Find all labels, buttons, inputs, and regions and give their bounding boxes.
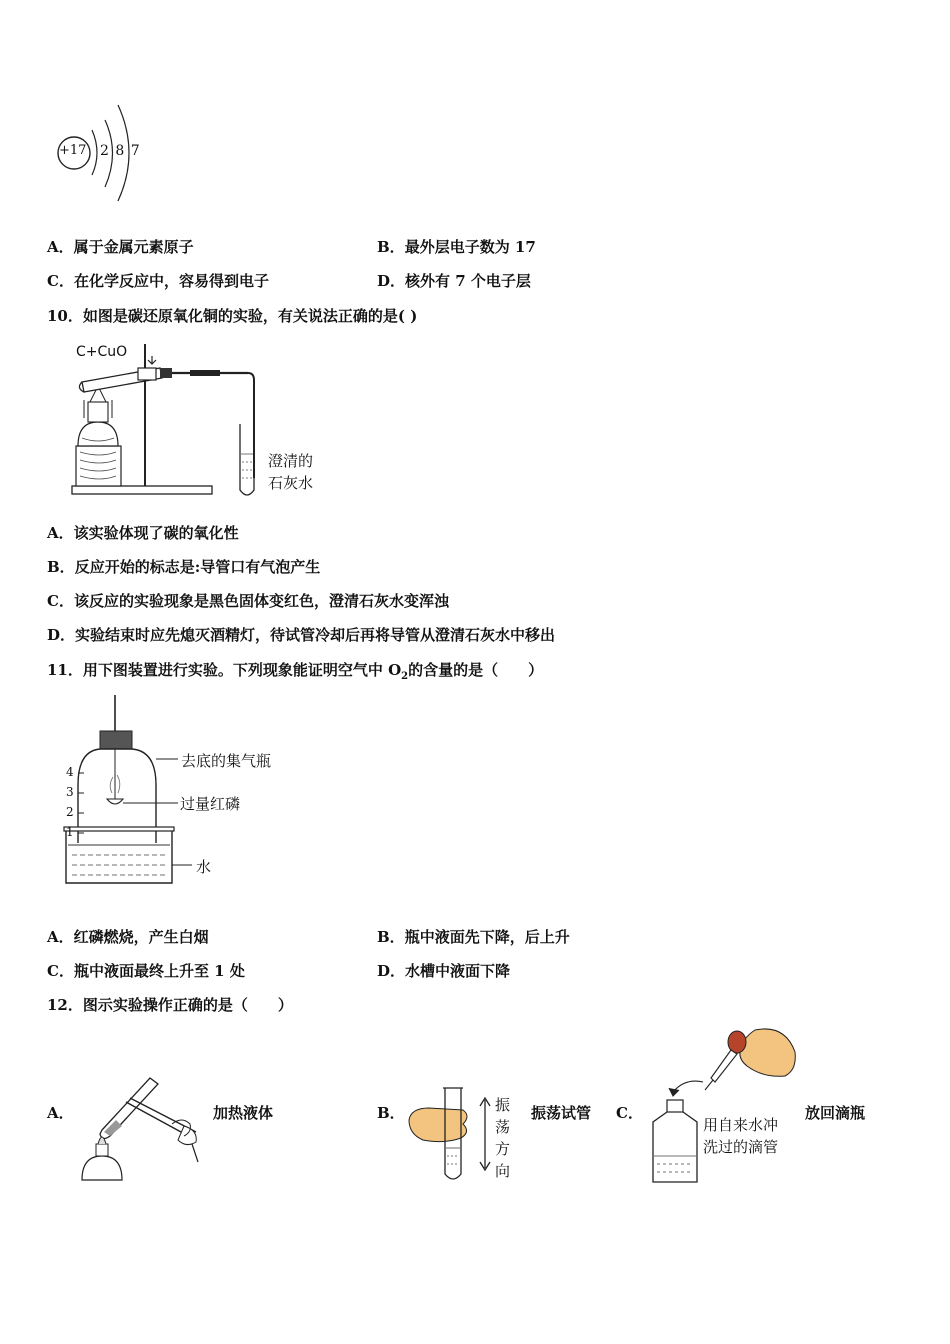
q10-option-b xyxy=(47,556,320,577)
option-letter: D． xyxy=(47,626,76,644)
option-text: 最外层电子数为 17 xyxy=(404,238,536,256)
option-letter: C． xyxy=(47,592,74,610)
q10-option-c xyxy=(47,590,449,611)
option-text: 瓶中液面先下降，后上升 xyxy=(404,928,570,946)
scale-mark-1: 1 xyxy=(66,825,74,839)
scale-mark-3: 3 xyxy=(66,785,74,799)
q10-option-a xyxy=(47,522,239,543)
nucleus-charge: +17 xyxy=(59,143,87,158)
q11-stem-suffix: 的含量的是（ ） xyxy=(408,661,544,679)
arrow-label-3: 方 xyxy=(495,1140,511,1158)
option-text: 该实验体现了碳的氧化性 xyxy=(73,524,239,542)
q12-option-b-letter: B． xyxy=(377,1104,405,1122)
electron-shells: 2 8 7 xyxy=(100,143,141,159)
q12-stem: 12．图示实验操作正确的是（ ） xyxy=(47,996,293,1014)
q12-option-c-caption: 放回滴瓶 xyxy=(805,1104,866,1122)
q11-option-b xyxy=(377,926,570,947)
option-letter: C． xyxy=(47,962,74,980)
option-text: 属于金属元素原子 xyxy=(73,238,194,256)
option-letter: C． xyxy=(47,272,74,290)
option-letter: B． xyxy=(47,558,75,576)
option-text: 在化学反应中，容易得到电子 xyxy=(73,272,269,290)
q12-option-c-letter: C． xyxy=(616,1104,643,1122)
dropper-label-line2: 洗过的滴管 xyxy=(703,1138,779,1156)
option-letter: A． xyxy=(47,524,74,542)
option-text: 红磷燃烧，产生白烟 xyxy=(73,928,209,946)
q11-stem xyxy=(47,659,543,682)
q9-option-a xyxy=(47,236,194,257)
option-text: 反应开始的标志是:导管口有气泡产生 xyxy=(74,558,321,576)
dropper-label-line1: 用自来水冲 xyxy=(703,1116,779,1134)
arrow-label-2: 荡 xyxy=(495,1118,511,1136)
limewater-label-line1: 澄清的 xyxy=(268,452,314,470)
option-letter: B． xyxy=(377,928,405,946)
q12-option-a-caption: 加热液体 xyxy=(213,1104,274,1122)
q9-option-c xyxy=(47,270,269,291)
q10-stem: 10．如图是碳还原氧化铜的实验，有关说法正确的是( ) xyxy=(47,307,418,325)
option-text: 该反应的实验现象是黑色固体变红色，澄清石灰水变浑浊 xyxy=(73,592,449,610)
water-label: 水 xyxy=(196,858,212,876)
q9-option-d xyxy=(377,270,531,291)
q11-stem-prefix: 11．用下图装置进行实验。下列现象能证明空气中 O xyxy=(47,661,402,679)
heating-liquid-figure xyxy=(72,1072,202,1187)
option-text: 核外有 7 个电子层 xyxy=(405,272,531,290)
scale-mark-2: 2 xyxy=(66,805,74,819)
arrow-label-4: 向 xyxy=(495,1162,511,1180)
arrow-label-1: 振 xyxy=(495,1096,511,1114)
option-text: 水槽中液面下降 xyxy=(405,962,511,980)
reagent-label: C+CuO xyxy=(76,344,128,360)
option-letter: A． xyxy=(47,238,74,256)
q11-option-a xyxy=(47,926,209,947)
scale-mark-4: 4 xyxy=(66,765,74,779)
q11-option-d xyxy=(377,960,510,981)
q10-option-d xyxy=(47,624,555,645)
option-letter: D． xyxy=(377,272,406,290)
q9-option-b xyxy=(377,236,536,257)
option-text: 瓶中液面最终上升至 1 处 xyxy=(73,962,245,980)
q11-stem-subscript: 2 xyxy=(401,671,409,682)
oxygen-content-apparatus xyxy=(60,693,320,888)
q11-option-c xyxy=(47,960,245,981)
limewater-label-line2: 石灰水 xyxy=(268,474,314,492)
q12-option-b-caption: 振荡试管 xyxy=(531,1104,592,1122)
option-letter: B． xyxy=(377,238,405,256)
shaking-tube-figure xyxy=(405,1082,525,1186)
atom-structure-diagram xyxy=(50,95,150,205)
q12-option-a-letter: A． xyxy=(47,1104,74,1122)
option-letter: D． xyxy=(377,962,406,980)
bottle-label: 去底的集气瓶 xyxy=(181,752,272,770)
option-letter: A． xyxy=(47,928,74,946)
dropper-bottle-figure xyxy=(645,1022,800,1187)
option-text: 实验结束时应先熄灭酒精灯，待试管冷却后再将导管从澄清石灰水中移出 xyxy=(75,626,556,644)
phosphorus-label: 过量红磷 xyxy=(180,795,241,813)
carbon-reduction-apparatus xyxy=(70,338,340,508)
